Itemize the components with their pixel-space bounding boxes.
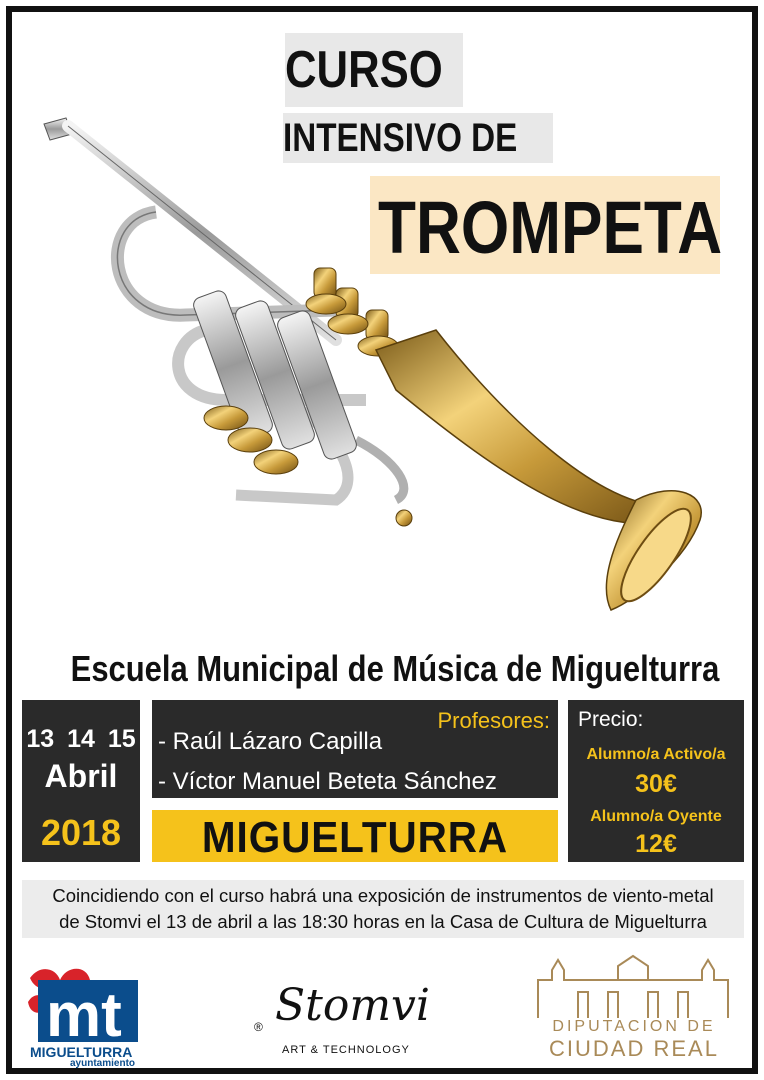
title-line-2: INTENSIVO DE [283, 116, 518, 160]
price-tier-name: Alumno/a Activo/a [586, 746, 726, 763]
teacher-name: - Raúl Lázaro Capilla [158, 728, 383, 755]
teachers-panel [152, 700, 558, 798]
stomvi-logo: Stomvi [275, 980, 430, 1031]
svg-text:mt: mt [46, 981, 122, 1050]
price-panel [568, 700, 744, 862]
course-year: 2018 [40, 812, 122, 853]
trumpet-image [36, 100, 736, 630]
stomvi-tagline: ART & TECHNOLOGY [282, 1044, 410, 1056]
diputacion-line-1: DIPUTACION DE [552, 1018, 716, 1035]
miguelturra-sub: ayuntamiento [70, 1058, 136, 1069]
diputacion-line-2: CIUDAD REAL [549, 1036, 719, 1061]
school-name: Escuela Municipal de Música de Miguelturra [70, 648, 720, 689]
teachers-label: Profesores: [437, 708, 550, 733]
miguelturra-name: MIGUELTURRA [30, 1044, 133, 1060]
price-tier-amount: 30€ [635, 770, 677, 798]
note-line: Coincidiendo con el curso habrá una exposición de instrumentos de viento-metal [52, 885, 714, 906]
location-name: MIGUELTURRA [201, 813, 509, 862]
price-tier-name: Alumno/a Oyente [590, 808, 722, 825]
diputacion-building-icon [528, 952, 738, 1022]
date-panel [22, 700, 140, 862]
registered-mark: ® [254, 1020, 263, 1034]
course-month: Abril [44, 758, 118, 794]
location-banner [152, 810, 558, 862]
course-days: 13 14 15 [26, 725, 136, 753]
title-line-3: TROMPETA [378, 186, 723, 269]
note-line: de Stomvi el 13 de abril a las 18:30 horas en la Casa de Cultura de Miguelturra [59, 911, 707, 932]
teacher-name: - Víctor Manuel Beteta Sánchez [158, 768, 497, 795]
price-tier-amount: 12€ [635, 830, 677, 858]
title-line-1: CURSO [285, 41, 443, 99]
exhibition-note [22, 880, 744, 938]
price-label: Precio: [578, 708, 644, 731]
